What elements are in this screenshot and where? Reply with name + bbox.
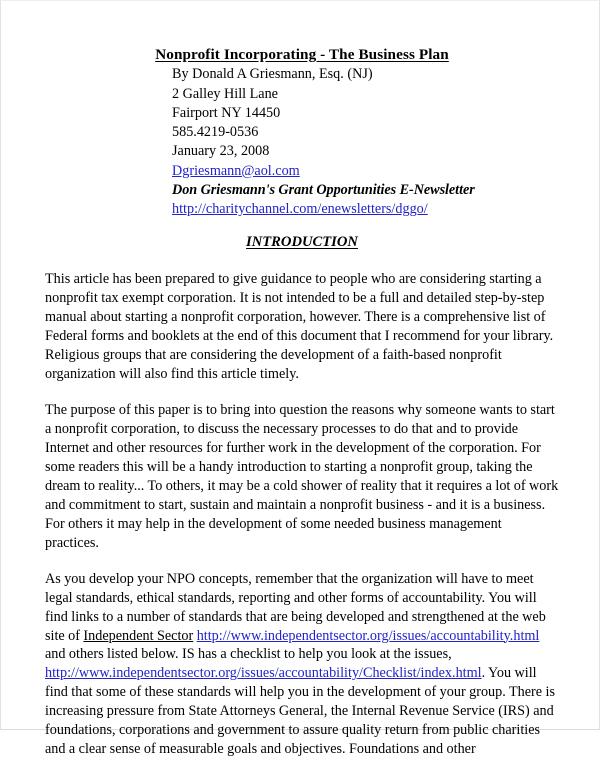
paragraph: As you develop your NPO concepts, remember that the organization will have to meet legal standards, ethical standards, reporting and other forms of accountability. You will find links to a number of standards that are being developed and strengthened at the web site of Independent Sector http://www.independentsector.org/issues/accountability.html and others listed below. IS has a checklist to help you look at the issues, http://www.independentsector.org/issues/accountability/Checklist/index.html. You will find that some of these standards will help you in the development of your group. There is increasing pressure from State Attorneys General, the Internal Revenue Service (IRS) and foundations, corporations and government to assure quality return from public charities and a clear sense of measurable goals and objectives. Foundations and other (45, 570, 555, 758)
document-header-block (172, 65, 559, 219)
underlined-phrase: Independent Sector (83, 627, 194, 644)
street-address-line: 2 Galley Hill Lane (172, 85, 278, 102)
inline-url-link[interactable]: http://www.independentsector.org/issues/accountability/Checklist/index.html (45, 665, 482, 682)
paragraph: The purpose of this paper is to bring into question the reasons why someone wants to start a nonprofit corporation, to discuss the necessary processes to do that and to provide Internet and other resources for further work in the development of the corporation. For some readers this will be a handy introduction to starting a nonprofit group, taking the dream to reality... To others, it may be a cold shower of reality that it requires a lot of work and commitment to start, sustain and maintain a nonprofit business - and it is a business. For others it may help in the development of some needed business management practices. (45, 402, 559, 551)
email-line (172, 162, 559, 181)
newsletter-url-line (172, 200, 559, 219)
phone-number-line: 585.4219-0536 (172, 124, 259, 141)
newsletter-name-line: Don Griesmann's Grant Opportunities E-Newsletter (172, 181, 475, 198)
page-title-text: Nonprofit Incorporating - The Business Plan (155, 46, 449, 63)
date-line: January 23, 2008 (172, 143, 270, 160)
paragraph: This article has been prepared to give guidance to people who are considering starting a nonprofit tax exempt corporation. It is not intended to be a full and detailed step-by-step manual about starting a nonprofit corporation, however. There is a comprehensive list of Federal forms and booklets at the end of this document that I recommend for your library. Religious groups that are considering the development of a faith-based nonprofit organization will also find this article timely. (45, 271, 554, 383)
page-title (45, 45, 559, 64)
inline-url-link[interactable]: http://www.independentsector.org/issues/accountability.html (196, 627, 540, 644)
newsletter-url-link[interactable]: http://charitychannel.com/enewsletters/dggo/ (172, 201, 428, 218)
author-line: By Donald A Griesmann, Esq. (NJ) (172, 66, 373, 83)
city-state-zip-line: Fairport NY 14450 (172, 104, 281, 121)
section-heading-introduction (45, 233, 559, 252)
document-body (45, 270, 559, 759)
email-link[interactable]: Dgriesmann@aol.com (172, 162, 300, 179)
section-heading-text: INTRODUCTION (246, 234, 358, 251)
